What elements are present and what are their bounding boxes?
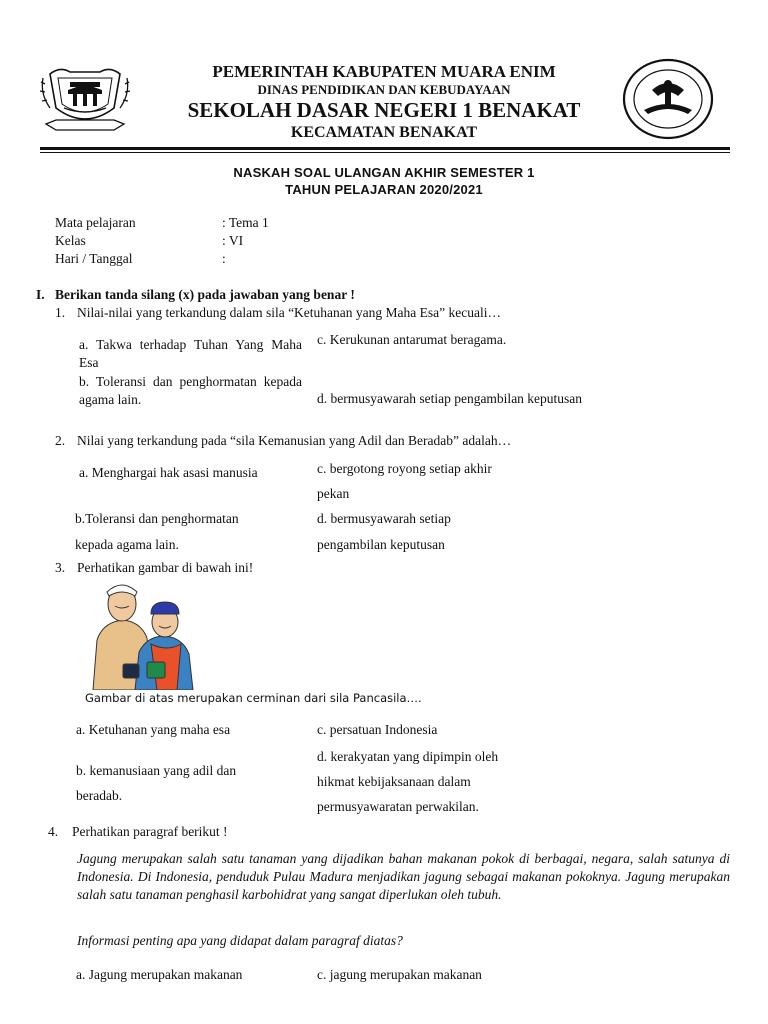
header-divider xyxy=(40,147,730,150)
info-date-label: Hari / Tanggal xyxy=(55,251,133,266)
q3-option-a: a. Ketuhanan yang maha esa xyxy=(76,722,231,737)
q1-option-a: a. Takwa terhadap Tuhan Yang Maha Esa xyxy=(79,337,302,370)
q2-option-b-line2: kepada agama lain. xyxy=(75,537,179,552)
q3-option-d-line3: permusyawaratan perwakilan. xyxy=(317,799,479,814)
section-instruction: Berikan tanda silang (x) pada jawaban yang benar ! xyxy=(55,287,355,302)
exam-title: NASKAH SOAL ULANGAN AKHIR SEMESTER 1 xyxy=(233,165,535,180)
q1-option-d: d. bermusyawarah setiap pengambilan keputusan xyxy=(317,391,583,406)
q1-number: 1. xyxy=(55,305,66,320)
q1-option-c: c. Kerukunan antarumat beragama. xyxy=(317,332,507,347)
q2-option-c-line1: c. bergotong royong setiap akhir xyxy=(317,461,492,476)
q3-caption: Gambar di atas merupakan cerminan dari sila Pancasila…. xyxy=(85,691,422,705)
q2-number: 2. xyxy=(55,433,66,448)
q1-option-b: b. Toleransi dan penghormatan kepada agama lain. xyxy=(79,374,302,407)
info-class-label: Kelas xyxy=(55,233,86,248)
info-class-value: : VI xyxy=(222,233,244,248)
q3-option-d-line2: hikmat kebijaksanaan dalam xyxy=(317,774,471,789)
section-number: I. xyxy=(36,287,45,302)
q2-option-d-line2: pengambilan keputusan xyxy=(317,537,445,552)
q2-option-a: a. Menghargai hak asasi manusia xyxy=(79,465,258,480)
q3-illustration xyxy=(85,578,203,690)
q3-option-c: c. persatuan Indonesia xyxy=(317,722,438,737)
q2-text: Nilai yang terkandung pada “sila Kemanusian yang Adil dan Beradab” adalah… xyxy=(77,433,512,448)
q2-option-b-line1: b.Toleransi dan penghormatan xyxy=(75,511,239,526)
two-muslim-boys-illustration-icon xyxy=(85,578,203,690)
header-department: DINAS PENDIDIKAN DAN KEBUDAYAAN xyxy=(257,82,511,97)
q4-text: Perhatikan paragraf berikut ! xyxy=(72,824,228,839)
header-government: PEMERINTAH KABUPATEN MUARA ENIM xyxy=(212,62,556,81)
q4-option-a: a. Jagung merupakan makanan xyxy=(76,967,243,982)
header-district: KECAMATAN BENAKAT xyxy=(290,124,478,141)
header-school-name: SEKOLAH DASAR NEGERI 1 BENAKAT xyxy=(187,98,581,122)
q3-option-b-line2: beradab. xyxy=(76,788,123,803)
q1-text: Nilai-nilai yang terkandung dalam sila “Ketuhanan yang Maha Esa” kecuali… xyxy=(77,305,501,320)
q4-paragraph: Jagung merupakan salah satu tanaman yang dijadikan bahan makanan pokok di berbagai, negara, salah satunya di Indonesia. Di Indonesia, penduduk Pulau Madura menjadikan jagung sebagai makanan pokoknya. Jagung merupakan salah satu tanaman penghasil karbohidrat yang sangat diperlukan oleh tubuh. xyxy=(77,851,730,902)
info-date-value: : xyxy=(222,251,226,266)
info-subject-label: Mata pelajaran xyxy=(55,215,136,230)
q4-option-c: c. jagung merupakan makanan xyxy=(317,967,482,982)
header-divider-thin xyxy=(40,152,730,153)
info-subject-value: : Tema 1 xyxy=(222,215,269,230)
q3-option-d-line1: d. kerakyatan yang dipimpin oleh xyxy=(317,749,499,764)
q4-question: Informasi penting apa yang didapat dalam paragraf diatas? xyxy=(77,933,403,948)
school-year: TAHUN PELAJARAN 2020/2021 xyxy=(285,182,483,197)
q2-option-d-line1: d. bermusyawarah setiap xyxy=(317,511,451,526)
q4-number: 4. xyxy=(48,824,59,839)
q3-option-b-line1: b. kemanusiaan yang adil dan xyxy=(76,763,237,778)
q2-option-c-line2: pekan xyxy=(317,486,350,501)
q3-number: 3. xyxy=(55,560,66,575)
q3-text: Perhatikan gambar di bawah ini! xyxy=(77,560,254,575)
